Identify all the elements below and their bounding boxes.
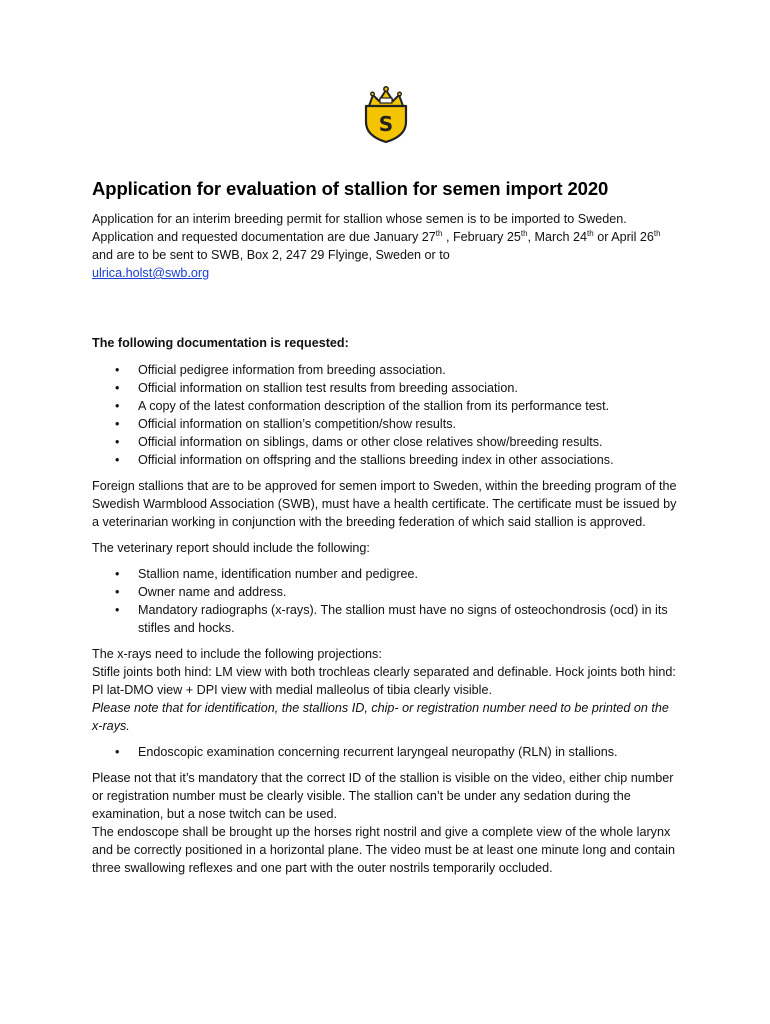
list-item: • Endoscopic examination concerning recurrent laryngeal neuropathy (RLN) in stallions.	[92, 743, 682, 761]
closing-paragraph-endoscope: The endoscope shall be brought up the horses right nostril and give a complete view of the whole larynx and be correctly positioned in a horizontal plane. The video must be at least one minute long and contain three swallowing reflexes and one part with the outer nostrils temporarily occluded.	[92, 825, 675, 875]
foreign-stallions-paragraph: Foreign stallions that are to be approved for semen import to Sweden, within the breeding program of the Swedish Warmblood Association (SWB), must have a health certificate. The certificate must be issued by a veterinarian working in conjunction with the breeding federation of which said stallion is approved.	[92, 479, 677, 529]
document-body	[92, 177, 682, 877]
intro-text: Application for an interim breeding permit for stallion whose semen is to be imported to Sweden. Application and requested documentation are due January 27	[92, 212, 627, 244]
intro-text: , March 24	[527, 230, 588, 244]
xray-projections-text: Stifle joints both hind: LM view with both trochleas clearly separated and definable. Hock joints both hind: Pl lat-DMO view + DPI view with medial malleolus of tibia clearly visible.	[92, 665, 676, 697]
list-item: • Official information on stallion test results from breeding association.	[92, 379, 682, 397]
intro-paragraph	[92, 210, 682, 282]
intro-text: , February 25	[442, 230, 521, 244]
xray-intro-line: The x-rays need to include the following projections:	[92, 647, 382, 661]
vet-report-list	[92, 565, 682, 637]
ordinal-suffix: th	[520, 229, 528, 238]
vet-report-heading: The veterinary report should include the following:	[92, 541, 370, 555]
swb-crown-shield-logo-icon	[359, 84, 413, 144]
list-item: • Official information on offspring and the stallions breeding index in other associations.	[92, 451, 682, 469]
requested-heading: The following documentation is requested:	[92, 336, 349, 350]
list-item: • A copy of the latest conformation description of the stallion from its performance test.	[92, 397, 682, 415]
intro-text: or April 26	[593, 230, 654, 244]
svg-text:S: S	[378, 112, 394, 136]
endoscopy-list	[92, 743, 682, 761]
ordinal-suffix: th	[653, 229, 661, 238]
list-item: • Owner name and address.	[92, 583, 682, 601]
list-item: • Stallion name, identification number and pedigree.	[92, 565, 682, 583]
list-item: • Mandatory radiographs (x-rays). The stallion must have no signs of osteochondrosis (ocd) in its stifles and hocks.	[92, 601, 682, 637]
list-item: • Official information on stallion’s competition/show results.	[92, 415, 682, 433]
list-item: • Official information on siblings, dams or other close relatives show/breeding results.	[92, 433, 682, 451]
closing-paragraph-id: Please not that it’s mandatory that the correct ID of the stallion is visible on the video, either chip number or registration number must be clearly visible. The stallion can’t be under any sedation during the examination, but a nose twitch can be used.	[92, 771, 674, 821]
email-link[interactable]: ulrica.holst@swb.org	[92, 266, 210, 280]
document-title: Application for evaluation of stallion for semen import 2020	[92, 178, 609, 199]
ordinal-suffix: th	[435, 229, 443, 238]
intro-text: and are to be sent to SWB, Box 2, 247 29 Flyinge, Sweden or to	[92, 248, 450, 262]
xray-note: Please note that for identification, the stallions ID, chip- or registration number need to be printed on the x-rays.	[92, 701, 669, 733]
list-item: • Official pedigree information from breeding association.	[92, 361, 682, 379]
ordinal-suffix: th	[587, 229, 594, 238]
requested-list	[92, 361, 682, 469]
